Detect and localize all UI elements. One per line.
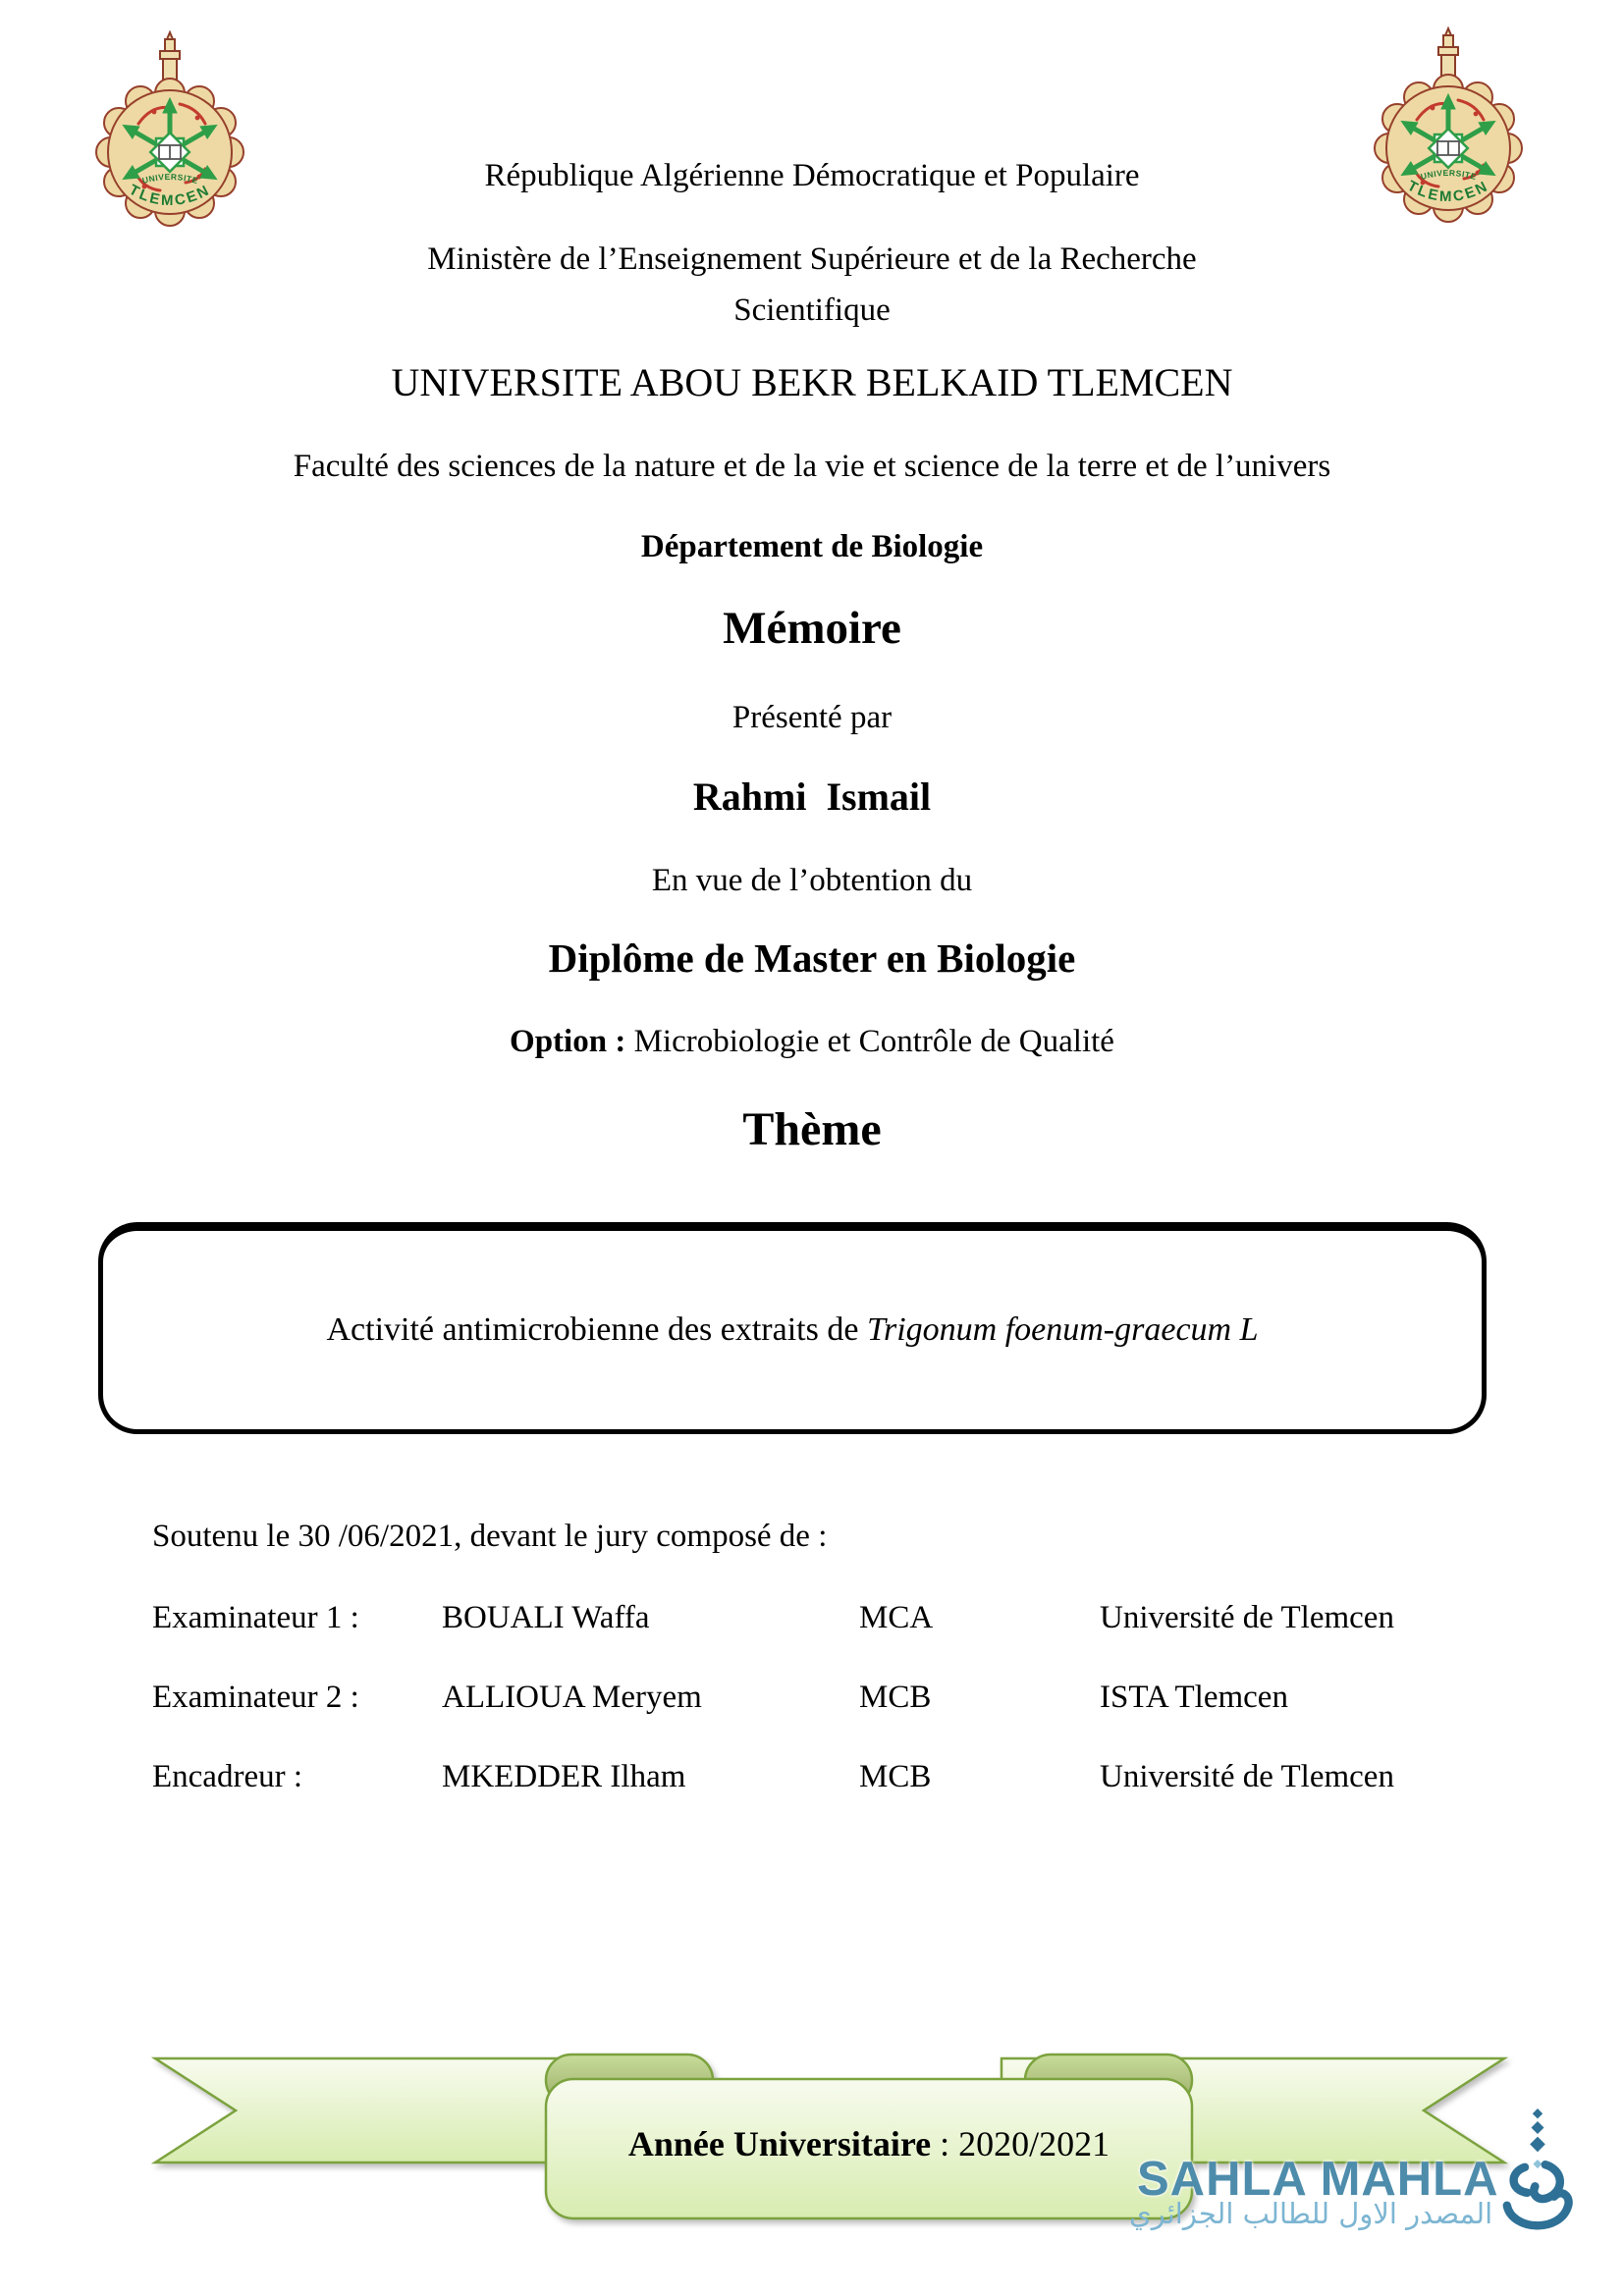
university-emblem-left: [81, 29, 259, 231]
defense-line: Soutenu le 30 /06/2021, devant le jury composé de :: [152, 1519, 828, 1554]
purpose-line: En vue de l’obtention du: [651, 863, 973, 898]
republic-line: République Algérienne Démocratique et Populaire: [484, 158, 1140, 193]
option-label: Option :: [510, 1024, 626, 1059]
watermark-logo-icon: [1498, 2109, 1577, 2236]
academic-year-label: Année Universitaire: [627, 2124, 932, 2163]
ministry-line-2: Scientifique: [733, 293, 891, 328]
department-line: Département de Biologie: [640, 529, 984, 564]
jury-institution: Université de Tlemcen: [1100, 1759, 1394, 1794]
academic-year-value: : 2020/2021: [931, 2124, 1110, 2163]
theme-species-italic: Trigonum foenum-graecum L: [866, 1311, 1259, 1348]
jury-institution: ISTA Tlemcen: [1100, 1680, 1288, 1715]
jury-grade: MCB: [859, 1759, 932, 1794]
jury-name: BOUALI Waffa: [442, 1600, 650, 1635]
theme-text: [327, 1311, 1259, 1349]
option-line: [0, 1023, 1624, 1062]
ministry-line-1: Ministère de l’Enseignement Supérieure et de la Recherche: [427, 241, 1197, 277]
university-name: UNIVERSITE ABOU BEKR BELKAID TLEMCEN: [391, 360, 1233, 404]
jury-name: MKEDDER Ilham: [442, 1759, 686, 1794]
watermark-tagline-arabic: المصدر الاول للطالب الجزائري: [1129, 2197, 1493, 2230]
author-name: Rahmi Ismail: [692, 774, 932, 819]
university-emblem-right: [1359, 26, 1538, 227]
document-type-title: Mémoire: [723, 603, 901, 654]
option-value: Microbiologie et Contrôle de Qualité: [625, 1024, 1114, 1059]
presented-by-label: Présenté par: [731, 700, 893, 735]
jury-table: [152, 1600, 1495, 1795]
ministry-line: [0, 234, 1624, 336]
theme-label: Thème: [742, 1103, 882, 1155]
theme-text-normal: Activité antimicrobienne des extraits de: [326, 1311, 867, 1348]
theme-box: [98, 1222, 1487, 1434]
jury-role: Encadreur :: [152, 1759, 302, 1794]
jury-grade: MCA: [859, 1600, 934, 1635]
jury-name: ALLIOUA Meryem: [442, 1680, 702, 1715]
jury-grade: MCB: [859, 1680, 932, 1715]
faculty-line: Faculté des sciences de la nature et de la vie et science de la terre et de l’univers: [293, 449, 1331, 484]
diploma-title: Diplôme de Master en Biologie: [548, 935, 1076, 981]
watermark-brand: SAHLA MAHLA: [1137, 2153, 1499, 2206]
jury-role: Examinateur 1 :: [152, 1600, 359, 1635]
jury-institution: Université de Tlemcen: [1100, 1600, 1394, 1635]
jury-role: Examinateur 2 :: [152, 1680, 359, 1715]
academic-year-banner: [546, 2123, 1192, 2164]
